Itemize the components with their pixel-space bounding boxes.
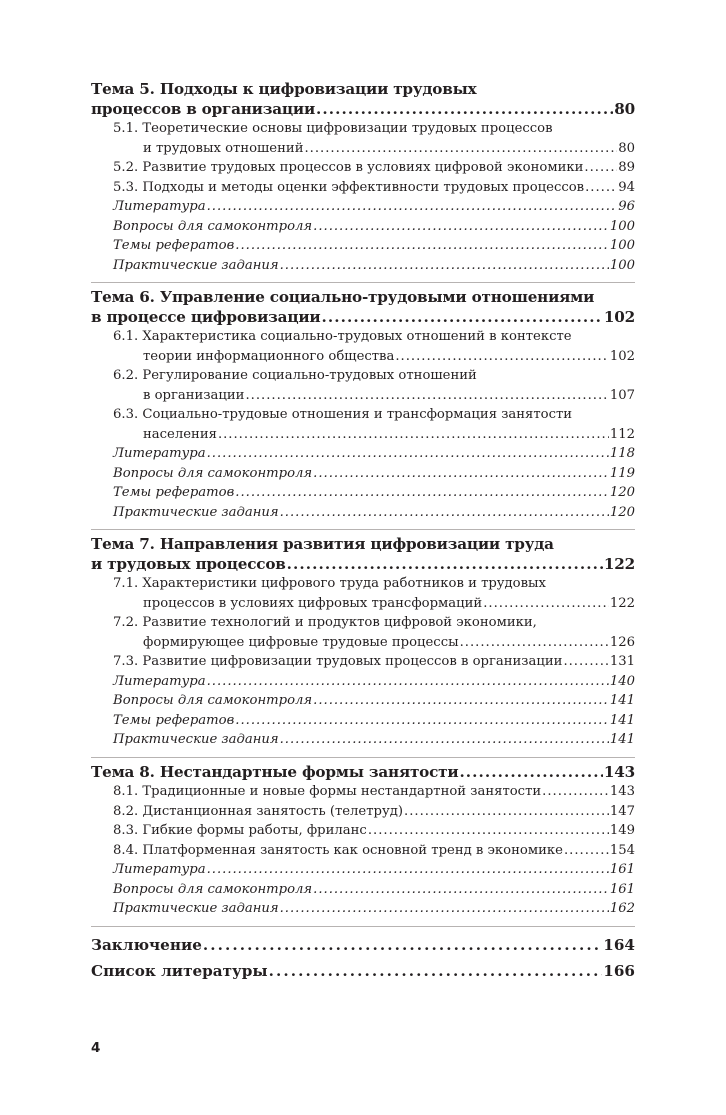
topic-title-last-line (91, 100, 635, 120)
page-ref: 107 (609, 387, 635, 403)
section-title-last-line (113, 386, 635, 406)
toc-section (113, 178, 635, 198)
section-title-line: 8.3. Гибкие формы работы, фриланс (113, 823, 367, 838)
toc-extra-item (113, 197, 635, 217)
toc-section (113, 405, 635, 444)
section-title-last-line (113, 425, 635, 445)
page-ref: 149 (609, 823, 635, 838)
section-divider (91, 757, 635, 758)
dot-leader (313, 217, 609, 237)
page-ref: 118 (609, 446, 635, 461)
extra-item-label: Литература (113, 673, 206, 689)
dot-leader (483, 594, 609, 614)
dot-leader (459, 763, 602, 783)
page-ref: 119 (609, 465, 635, 481)
topic-entries (91, 119, 635, 278)
dot-leader (269, 958, 603, 984)
page-ref: 89 (618, 160, 635, 175)
section-title-last-line (113, 594, 635, 614)
topic-title-line: Тема 6. Управление социально-трудовыми отношениями (91, 288, 595, 306)
dot-leader (287, 555, 603, 575)
page-ref: 126 (609, 634, 635, 650)
extra-item-label: Литература (113, 862, 206, 877)
toc-section (113, 366, 635, 405)
page-ref: 141 (609, 693, 635, 708)
topic-title-line: в процессе цифровизации (91, 307, 321, 326)
section-title-last-line (113, 633, 635, 653)
extra-item-label: Практические задания (113, 901, 279, 916)
toc-extra-item (113, 899, 635, 919)
toc-extra-item (113, 730, 635, 750)
extra-item-label: Практические задания (113, 504, 279, 520)
topic-title (91, 535, 635, 574)
section-title-last-line (113, 841, 635, 861)
toc-extra-item (113, 464, 635, 484)
topic-entries (91, 782, 635, 922)
dot-leader (460, 633, 609, 653)
page-ref: 96 (618, 199, 635, 214)
toc-section (113, 821, 635, 841)
extra-item-label: Вопросы для самоконтроля (113, 881, 313, 897)
section-title-line: 7.2. Развитие технологий и продуктов цифровой экономики, (113, 615, 537, 630)
toc-section (113, 802, 635, 822)
page-ref: 162 (609, 901, 635, 916)
toc-section (113, 327, 635, 366)
section-title-line: 5.2. Развитие трудовых процессов в условиях цифровой экономики (113, 160, 584, 175)
section-title-last-line (113, 139, 635, 159)
page-ref: 161 (609, 862, 635, 877)
dot-leader (585, 178, 617, 198)
extra-item-label: Вопросы для самоконтроля (113, 693, 313, 708)
section-title-last-line (113, 802, 635, 822)
dot-leader (542, 782, 609, 802)
toc-extra-item (113, 503, 635, 523)
toc-section (113, 574, 635, 613)
toc-extra-item (113, 483, 635, 503)
topic-title-last-line (91, 763, 635, 783)
page-ref: 154 (609, 842, 635, 858)
dot-leader (207, 197, 618, 217)
section-divider (91, 282, 635, 283)
dot-leader (313, 464, 609, 484)
topic-entries (91, 574, 635, 753)
extra-item-label: Вопросы для самоконтроля (113, 218, 313, 234)
toc-extra-item (113, 444, 635, 464)
section-title-line: теории информационного общества (143, 348, 395, 364)
topic-title-line: Тема 5. Подходы к цифровизации трудовых (91, 80, 477, 98)
page-ref: 102 (603, 307, 635, 326)
dot-leader (207, 860, 609, 880)
page-ref: 100 (609, 218, 635, 234)
dot-leader (395, 347, 608, 367)
page-ref: 100 (609, 257, 635, 273)
section-title-line: 8.1. Традиционные и новые формы нестандартной занятости (113, 784, 542, 799)
toc-topic (91, 288, 635, 525)
page-ref: 140 (609, 673, 635, 689)
page-ref: 102 (609, 348, 635, 364)
section-title-line: 5.3. Подходы и методы оценки эффективности трудовых процессов (113, 179, 585, 195)
final-item-label: Список литературы (91, 961, 268, 980)
toc-section (113, 841, 635, 861)
page-ref: 131 (609, 654, 635, 669)
toc-section (113, 652, 635, 672)
page-ref: 80 (614, 99, 635, 118)
page-ref: 94 (618, 179, 635, 195)
section-title-line: 7.1. Характеристики цифрового труда работников и трудовых (113, 576, 546, 591)
extra-item-label: Вопросы для самоконтроля (113, 465, 313, 481)
section-divider (91, 926, 635, 927)
section-divider (91, 529, 635, 530)
toc-extra-item (113, 691, 635, 711)
topic-title-line: процессов в организации (91, 99, 316, 118)
topic-title-line: и трудовых процессов (91, 554, 286, 573)
page-ref: 112 (609, 426, 635, 442)
toc-extra-item (113, 672, 635, 692)
extra-item-label: Практические задания (113, 732, 279, 747)
page-ref: 122 (603, 554, 635, 573)
dot-leader (313, 691, 609, 711)
toc-extra-item (113, 711, 635, 731)
section-title-line: процессов в условиях цифровых трансформаций (143, 595, 483, 611)
page-ref: 141 (609, 732, 635, 747)
section-title-last-line (113, 821, 635, 841)
toc-extra-item (113, 217, 635, 237)
dot-leader (404, 802, 609, 822)
page-ref: 80 (618, 140, 635, 156)
section-title-line: 6.1. Характеристика социально-трудовых отношений в контексте (113, 329, 572, 344)
dot-leader (313, 880, 609, 900)
dot-leader (235, 711, 609, 731)
dot-leader (368, 821, 609, 841)
dot-leader (584, 158, 617, 178)
topic-entries (91, 327, 635, 525)
dot-leader (203, 932, 602, 958)
toc-extra-item (113, 256, 635, 276)
dot-leader (280, 256, 609, 276)
page-ref: 147 (609, 803, 635, 819)
toc-final-item (91, 958, 635, 984)
dot-leader (218, 425, 609, 445)
table-of-contents (91, 80, 635, 984)
extra-item-label: Литература (113, 446, 206, 461)
dot-leader (563, 652, 608, 672)
section-title-line: в организации (143, 387, 245, 403)
section-title-line: формирующее цифровые трудовые процессы (143, 634, 459, 650)
topic-title-last-line (91, 308, 635, 328)
dot-leader (280, 503, 609, 523)
section-title-last-line (113, 782, 635, 802)
toc-extra-item (113, 880, 635, 900)
dot-leader (321, 308, 602, 328)
section-title-line: 6.2. Регулирование социально-трудовых отношений (113, 368, 477, 383)
topic-title (91, 80, 635, 119)
dot-leader (235, 483, 609, 503)
section-title-line: населения (143, 426, 217, 442)
dot-leader (207, 444, 609, 464)
toc-topic (91, 535, 635, 753)
dot-leader (316, 100, 613, 120)
extra-item-label: Практические задания (113, 257, 279, 273)
section-title-line: и трудовых отношений (143, 140, 304, 156)
dot-leader (207, 672, 609, 692)
page-ref: 166 (603, 961, 635, 980)
section-title-line: 5.1. Теоретические основы цифровизации трудовых процессов (113, 121, 553, 136)
page-ref: 143 (603, 762, 635, 781)
toc-topic (91, 80, 635, 278)
section-title-line: 6.3. Социально-трудовые отношения и трансформация занятости (113, 407, 573, 422)
extra-item-label: Темы рефератов (113, 712, 235, 728)
page-ref: 143 (609, 784, 635, 799)
section-title-line: 7.3. Развитие цифровизации трудовых процессов в организации (113, 654, 563, 669)
topic-title (91, 288, 635, 327)
section-title-last-line (113, 652, 635, 672)
section-title-line: 8.4. Платформенная занятость как основной тренд в экономике (113, 842, 563, 858)
dot-leader (280, 730, 609, 750)
toc-section (113, 613, 635, 652)
page-ref: 122 (609, 595, 635, 611)
dot-leader (245, 386, 608, 406)
section-title-line: 8.2. Дистанционная занятость (телетруд) (113, 803, 404, 819)
section-title-last-line (113, 158, 635, 178)
topic-title-line: Тема 8. Нестандартные формы занятости (91, 762, 459, 781)
page-number: 4 (91, 1040, 101, 1056)
page-ref: 120 (609, 504, 635, 520)
section-title-last-line (113, 178, 635, 198)
toc-section (113, 782, 635, 802)
page-ref: 100 (609, 238, 635, 253)
extra-item-label: Темы рефератов (113, 238, 235, 253)
dot-leader (564, 841, 609, 861)
dot-leader (305, 139, 618, 159)
section-title-last-line (113, 347, 635, 367)
topic-title (91, 763, 635, 783)
page-ref: 164 (603, 935, 635, 954)
dot-leader (235, 236, 609, 256)
final-item-label: Заключение (91, 935, 202, 954)
page-ref: 161 (609, 881, 635, 897)
page-ref: 120 (609, 485, 635, 500)
page-ref: 141 (609, 712, 635, 728)
toc-final-item (91, 932, 635, 958)
extra-item-label: Литература (113, 199, 206, 214)
toc-section (113, 119, 635, 158)
topic-title-line: Тема 7. Направления развития цифровизации труда (91, 535, 554, 553)
toc-extra-item (113, 236, 635, 256)
toc-topic (91, 763, 635, 922)
toc-extra-item (113, 860, 635, 880)
toc-section (113, 158, 635, 178)
dot-leader (280, 899, 609, 919)
extra-item-label: Темы рефератов (113, 485, 235, 500)
topic-title-last-line (91, 555, 635, 575)
